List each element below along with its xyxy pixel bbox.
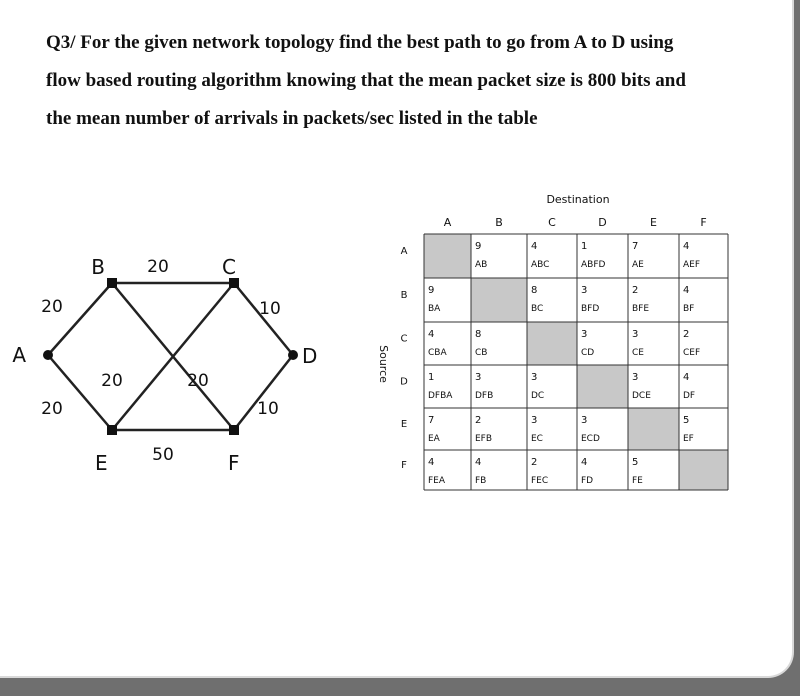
cell-arrival-rate: 9	[428, 285, 435, 296]
column-header-e: E	[650, 216, 657, 229]
cell-arrival-rate: 4	[428, 329, 435, 340]
edge-capacity-b-c: 20	[147, 257, 169, 277]
cell-route: DFB	[475, 391, 494, 401]
column-header-f: F	[700, 216, 707, 229]
diagonal-cell	[577, 365, 628, 408]
diagonal-cell	[628, 408, 679, 450]
cell-arrival-rate: 4	[475, 457, 482, 468]
cell-route: FB	[475, 476, 487, 486]
cell-route: EA	[428, 434, 440, 444]
diagonal-cell	[679, 450, 728, 490]
column-header-d: D	[598, 216, 607, 229]
cell-arrival-rate: 4	[683, 241, 690, 252]
node-label-a: A	[12, 343, 26, 367]
cell-route: EC	[531, 434, 543, 444]
cell-route: DC	[531, 391, 545, 401]
cell-arrival-rate: 4	[683, 372, 690, 383]
cell-route: EFB	[475, 434, 493, 444]
diagonal-cell	[471, 278, 527, 322]
cell-route: ABC	[531, 260, 550, 270]
node-label-f: F	[228, 451, 240, 475]
cell-route: AEF	[683, 260, 701, 270]
cell-arrival-rate: 8	[475, 329, 482, 340]
question-line-1: Q3/ For the given network topology find the best path to go from A to D using	[46, 32, 674, 53]
cell-route: DF	[683, 391, 696, 401]
edge-capacity-e-f: 50	[152, 445, 174, 465]
cell-route: CD	[581, 348, 595, 358]
cell-arrival-rate: 3	[475, 372, 482, 383]
question-line-3: the mean number of arrivals in packets/sec listed in the table	[46, 108, 538, 129]
cell-arrival-rate: 4	[683, 285, 690, 296]
cell-route: CB	[475, 348, 488, 358]
cell-arrival-rate: 2	[531, 457, 538, 468]
column-header-c: C	[548, 216, 556, 229]
cell-arrival-rate: 8	[531, 285, 538, 296]
cell-arrival-rate: 3	[632, 372, 639, 383]
row-header-e: E	[400, 419, 408, 430]
node-label-d: D	[302, 344, 318, 368]
edge-capacity-c-d: 10	[259, 299, 281, 319]
node-label-e: E	[95, 451, 108, 475]
cell-route: ABFD	[581, 260, 606, 270]
cell-route: FE	[632, 476, 643, 486]
destination-label: Destination	[546, 193, 610, 206]
cell-route: CEF	[683, 348, 701, 358]
node-label-c: C	[222, 255, 236, 279]
cell-arrival-rate: 3	[632, 329, 639, 340]
cell-route: DCE	[632, 391, 651, 401]
question-line-2: flow based routing algorithm knowing that the mean packet size is 800 bits and	[46, 70, 686, 91]
cell-arrival-rate: 4	[531, 241, 538, 252]
cell-route: BF	[683, 304, 695, 314]
cell-route: AB	[475, 260, 488, 270]
edge-capacity-a-b: 20	[41, 297, 63, 317]
row-header-c: C	[400, 333, 408, 345]
cell-arrival-rate: 2	[683, 329, 690, 340]
source-label: Source	[377, 345, 390, 383]
cell-route: ECD	[581, 434, 600, 444]
cell-route: FEC	[531, 476, 549, 486]
edge-capacity-b-f: 20	[187, 371, 209, 391]
node-label-b: B	[91, 255, 105, 279]
edge-capacity-a-e: 20	[41, 399, 63, 419]
cell-arrival-rate: 3	[531, 415, 538, 426]
row-header-f: F	[401, 460, 407, 471]
cell-arrival-rate: 3	[531, 372, 538, 383]
cell-route: EF	[683, 434, 694, 444]
cell-route: CE	[632, 348, 644, 358]
edge-capacity-f-d: 10	[257, 399, 279, 419]
cell-arrival-rate: 3	[581, 285, 588, 296]
edge-capacity-c-e: 20	[101, 371, 123, 391]
cell-route: BA	[428, 304, 441, 314]
row-header-d: D	[400, 376, 408, 388]
column-header-a: A	[443, 216, 452, 229]
row-header-a: A	[400, 246, 408, 257]
cell-arrival-rate: 1	[581, 241, 588, 252]
row-header-b: B	[400, 290, 408, 301]
cell-arrival-rate: 5	[683, 415, 690, 426]
cell-arrival-rate: 4	[428, 457, 435, 468]
cell-arrival-rate: 7	[428, 415, 435, 426]
cell-route: DFBA	[428, 391, 453, 401]
cell-route: BC	[531, 304, 544, 314]
cell-route: BFD	[581, 304, 600, 314]
cell-arrival-rate: 7	[632, 241, 639, 252]
cell-route: AE	[632, 260, 644, 270]
cell-route: FD	[581, 476, 594, 486]
column-header-b: B	[495, 216, 503, 229]
cell-arrival-rate: 9	[475, 241, 482, 252]
cell-arrival-rate: 2	[475, 415, 482, 426]
cell-arrival-rate: 1	[428, 372, 435, 383]
cell-route: FEA	[428, 476, 446, 486]
cell-route: BFE	[632, 304, 650, 314]
cell-arrival-rate: 3	[581, 415, 588, 426]
cell-arrival-rate: 3	[581, 329, 588, 340]
cell-arrival-rate: 5	[632, 457, 639, 468]
diagonal-cell	[527, 322, 577, 365]
cell-arrival-rate: 2	[632, 285, 639, 296]
diagonal-cell	[424, 234, 471, 278]
cell-route: CBA	[428, 348, 447, 358]
cell-arrival-rate: 4	[581, 457, 588, 468]
